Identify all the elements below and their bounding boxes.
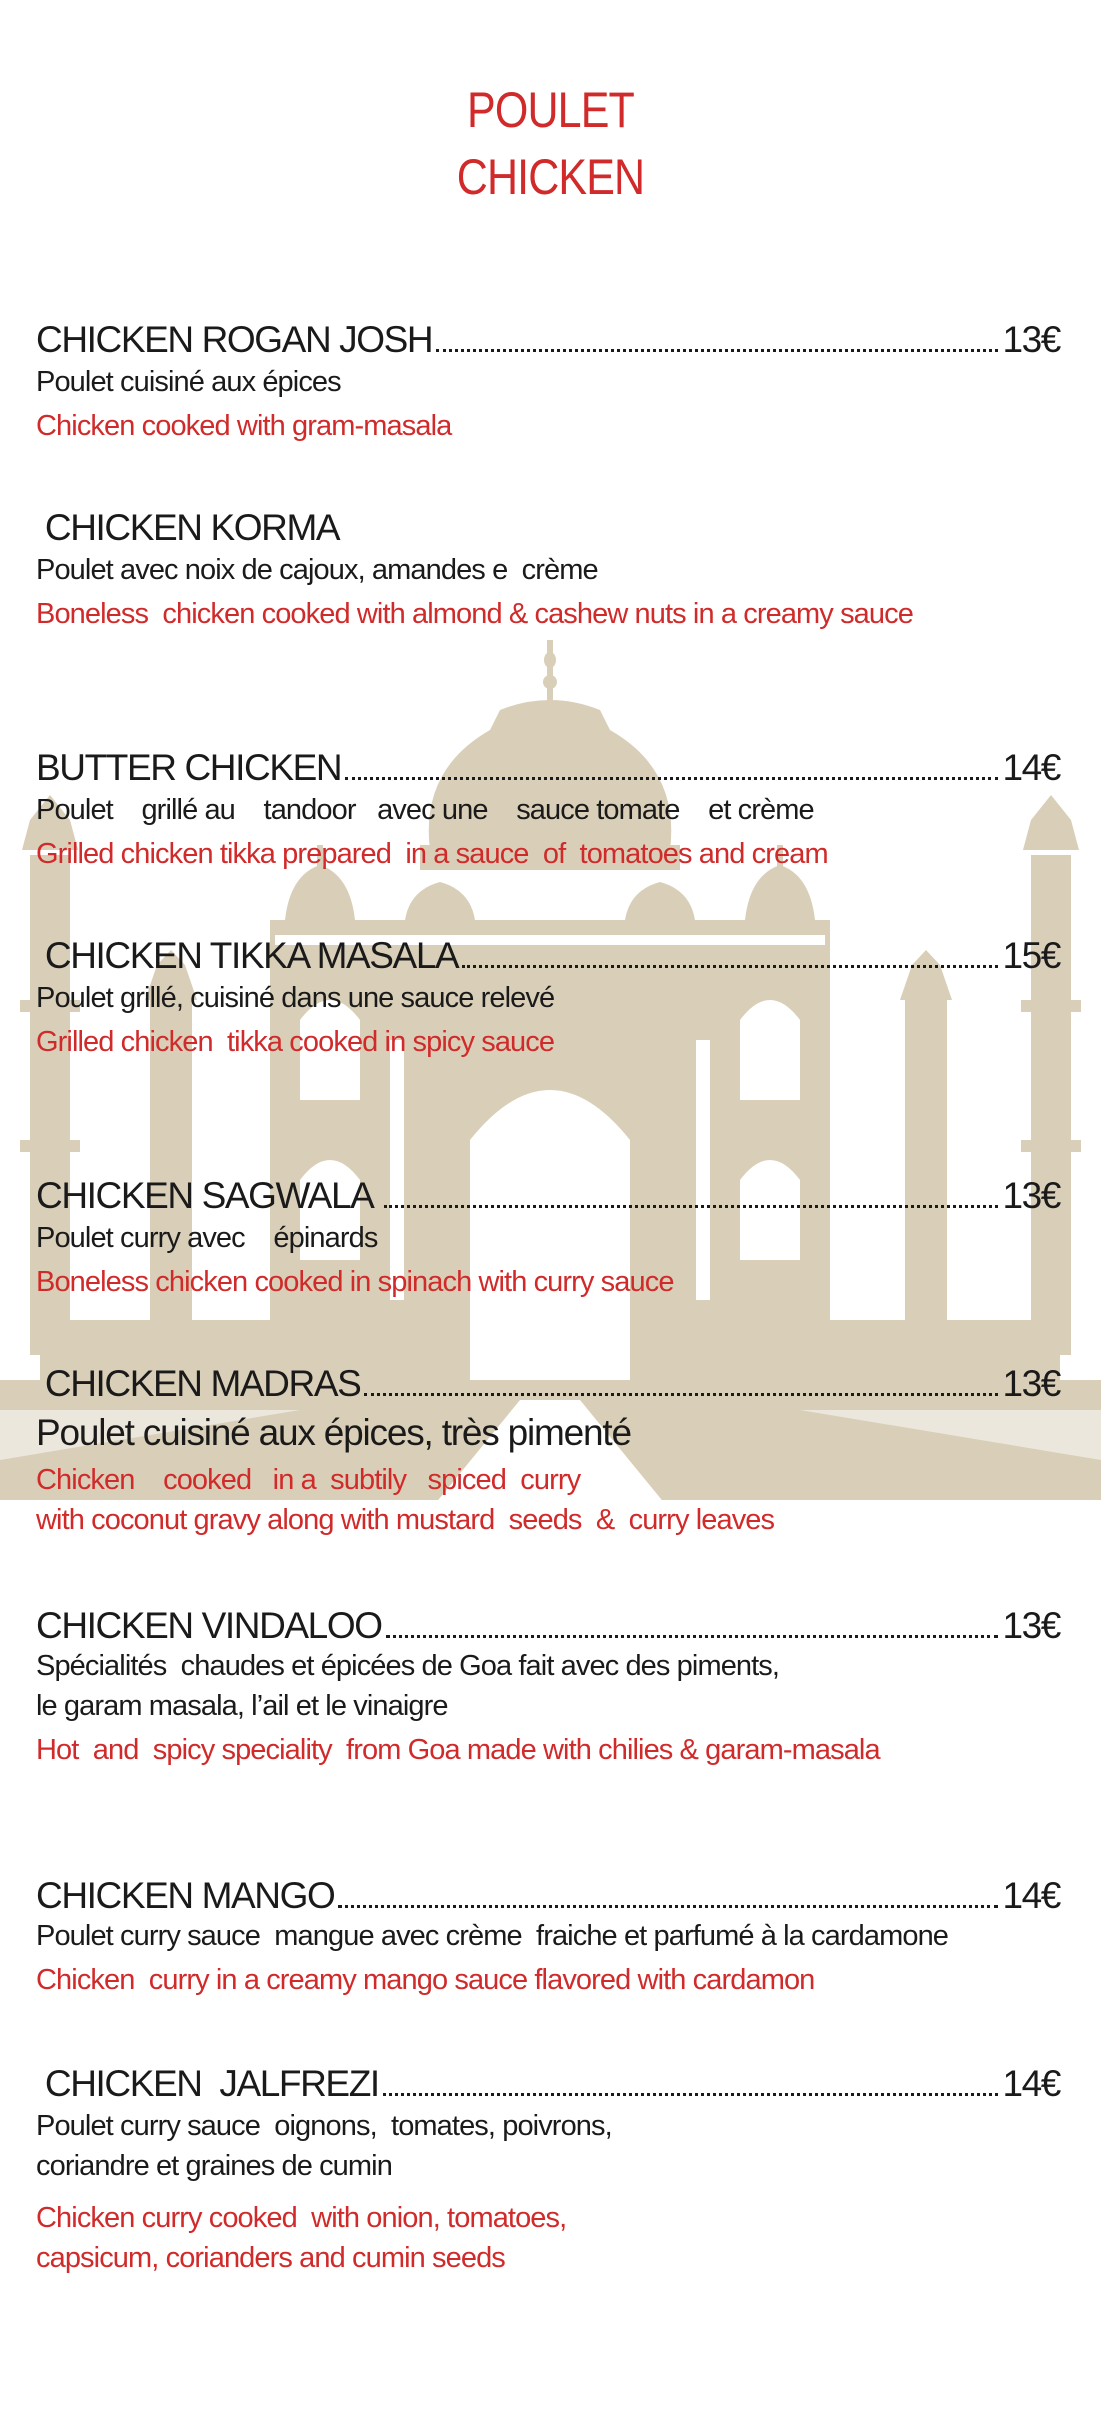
description-fr: coriandre et graines de cumin [36,2150,392,2182]
dot-leader [383,2093,999,2096]
dish-name: CHICKEN JALFREZI [36,2063,379,2104]
dish-price: 14€ [1002,1875,1060,1916]
description-en: Chicken curry in a creamy mango sauce flavored with cardamon [36,1964,815,1996]
dish-price: 14€ [1002,747,1060,788]
dot-leader [436,349,998,352]
description-fr: Poulet avec noix de cajoux, amandes e crème [36,554,598,586]
dish-price: 13€ [1002,1175,1060,1216]
description-fr: Poulet curry avec épinards [36,1222,378,1254]
dish-price: 13€ [1002,1363,1060,1404]
dish-price: 15€ [1002,935,1060,976]
dot-leader [364,1393,998,1396]
description-en: Boneless chicken cooked in spinach with curry sauce [36,1266,674,1298]
dot-leader [462,965,998,968]
dish-name: CHICKEN VINDALOO [36,1605,382,1646]
dish-name: CHICKEN MANGO [36,1875,335,1916]
dot-leader [384,1205,998,1208]
dish-name: CHICKEN TIKKA MASALA [36,935,459,976]
section-title-fr: POULET [467,82,634,138]
description-fr: le garam masala, l’ail et le vinaigre [36,1690,448,1722]
dish-name: CHICKEN ROGAN JOSH [36,319,433,360]
description-en: Grilled chicken tikka cooked in spicy sauce [36,1026,555,1058]
section-title-en: CHICKEN [456,149,645,205]
dot-leader [338,1905,998,1908]
description-en: Chicken cooked in a subtily spiced curry [36,1464,581,1496]
description-en: Boneless chicken cooked with almond & cashew nuts in a creamy sauce [36,598,913,630]
description-en: Chicken curry cooked with onion, tomatoes, [36,2202,567,2234]
description-fr: Poulet curry sauce mangue avec crème fraiche et parfumé à la cardamone [36,1920,949,1952]
description-en: Chicken cooked with gram-masala [36,410,452,442]
description-fr: Spécialités chaudes et épicées de Goa fait avec des piments, [36,1650,780,1682]
dot-leader [345,777,998,780]
description-fr: Poulet cuisiné aux épices, très pimenté [36,1412,631,1453]
description-en: Hot and spicy speciality from Goa made with chilies & garam-masala [36,1734,880,1766]
dish-name: CHICKEN SAGWALA [36,1175,381,1216]
description-fr: Poulet cuisiné aux épices [36,366,341,398]
dish-name: BUTTER CHICKEN [36,747,342,788]
description-fr: Poulet grillé, cuisiné dans une sauce relevé [36,982,555,1014]
description-en: Grilled chicken tikka prepared in a sauce of tomatoes and cream [36,838,828,870]
description-en: capsicum, corianders and cumin seeds [36,2242,505,2274]
dot-leader [386,1635,999,1638]
description-fr: Poulet grillé au tandoor avec une sauce tomate et crème [36,794,814,826]
dish-name: CHICKEN KORMA [36,507,340,548]
dish-name: CHICKEN MADRAS [36,1363,361,1404]
dish-price: 13€ [1002,1605,1060,1646]
dish-price: 13€ [1002,319,1060,360]
description-en: with coconut gravy along with mustard seeds & curry leaves [36,1504,775,1536]
dish-price: 14€ [1002,2063,1060,2104]
description-fr: Poulet curry sauce oignons, tomates, poivrons, [36,2110,612,2142]
